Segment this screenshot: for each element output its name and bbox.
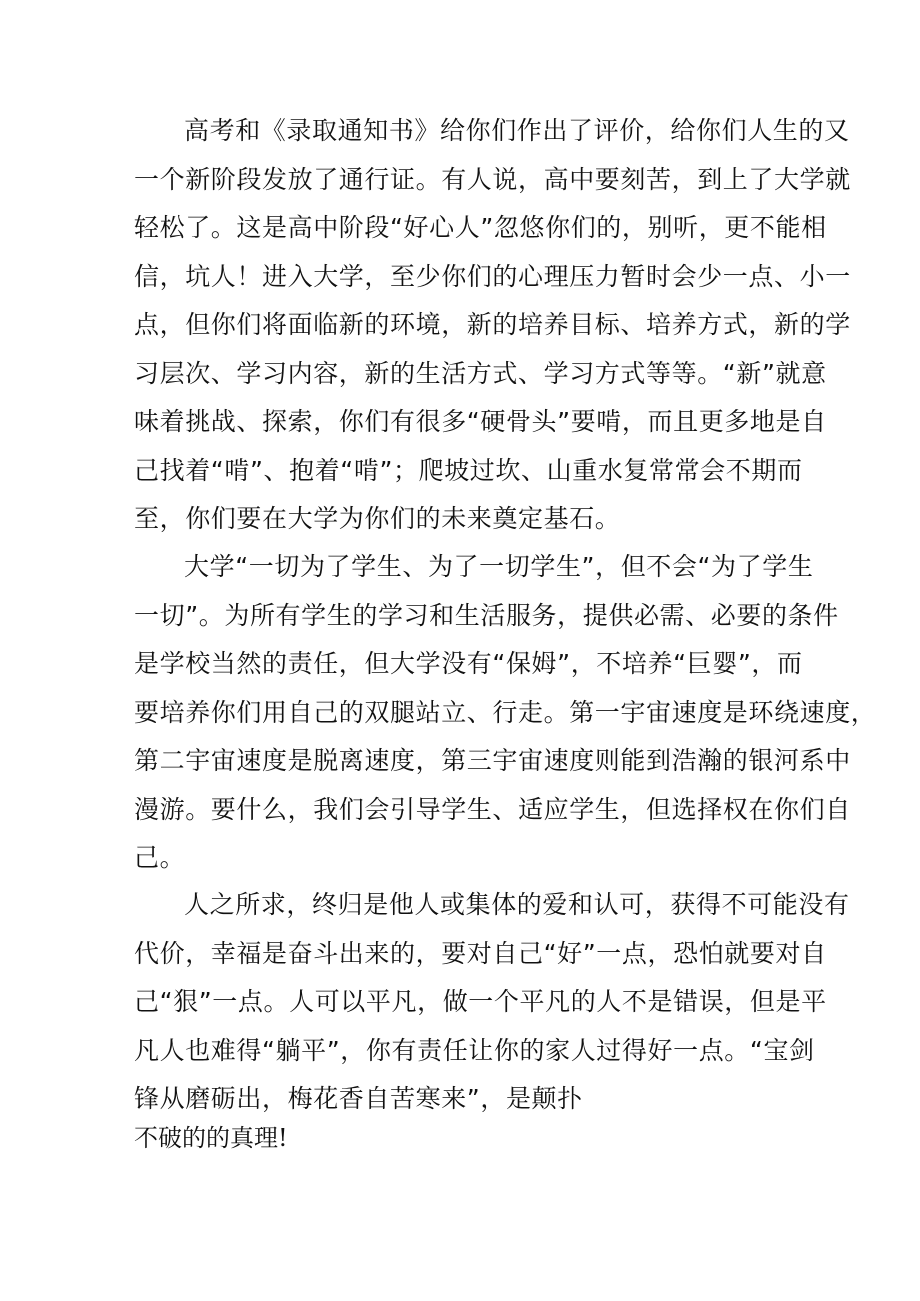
text-line: 习层次、学习内容，新的生活方式、学习方式等等。“新”就意 bbox=[134, 358, 827, 388]
paragraph-2 bbox=[134, 543, 877, 883]
text-line: 信，坑人！进入大学，至少你们的心理压力暂时会少一点、小一 bbox=[134, 261, 851, 291]
text-line: 高考和《录取通知书》给你们作出了评价，给你们人生的又 bbox=[184, 116, 850, 145]
text-line: 漫游。要什么，我们会引导学生、适应学生，但选择权在你们自 bbox=[134, 794, 851, 824]
text-line: 己“狠”一点。人可以平凡，做一个平凡的人不是错误，但是平 bbox=[134, 987, 827, 1016]
text-line: 轻松了。这是高中阶段“好心人”忽悠你们的，别听，更不能相 bbox=[134, 213, 827, 242]
text-line: 人之所求，终归是他人或集体的爱和认可，获得不可能没有 bbox=[184, 890, 850, 919]
text-line: 代价，幸福是奋斗出来的，要对自己“好”一点，恐怕就要对自 bbox=[134, 938, 827, 968]
paragraph-3 bbox=[134, 881, 850, 1124]
text-line: 第二宇宙速度是脱离速度，第三宇宙速度则能到浩瀚的银河系中 bbox=[134, 746, 851, 775]
paragraph-1 bbox=[134, 107, 851, 544]
text-line: 点，但你们将面临新的环境，新的培养目标、培养方式，新的学 bbox=[134, 310, 851, 339]
text-line: 味着挑战、探索，你们有很多“硬骨头”要啃，而且更多地是自 bbox=[134, 407, 827, 436]
text-line: 锋从磨砺出，梅花香自苦寒来”，是颠扑 bbox=[134, 1084, 583, 1113]
text-line: 至，你们要在大学为你们的未来奠定基石。 bbox=[134, 504, 621, 533]
text-line: 大学“一切为了学生、为了一切学生”，但不会“为了学生 bbox=[184, 552, 814, 581]
text-line: 一个新阶段发放了通行证。有人说，高中要刻苦，到上了大学就 bbox=[134, 164, 851, 194]
text-line: 己找着“啃”、抱着“啃”；爬坡过坎、山重水复常常会不期而 bbox=[134, 455, 803, 485]
text-line: 凡人也难得“躺平”，你有责任让你的家人过得好一点。“宝剑 bbox=[134, 1035, 815, 1065]
closing-line: 不破的的真理! bbox=[134, 1124, 288, 1152]
text-line: 是学校当然的责任，但大学没有“保姆”，不培养“巨婴”，而 bbox=[134, 649, 803, 678]
text-line: 己。 bbox=[134, 843, 186, 872]
text-line: 一切”。为所有学生的学习和生活服务，提供必需、必要的条件 bbox=[134, 600, 839, 630]
text-line: 要培养你们用自己的双腿站立、行走。第一宇宙速度是环绕速度， bbox=[134, 697, 877, 727]
